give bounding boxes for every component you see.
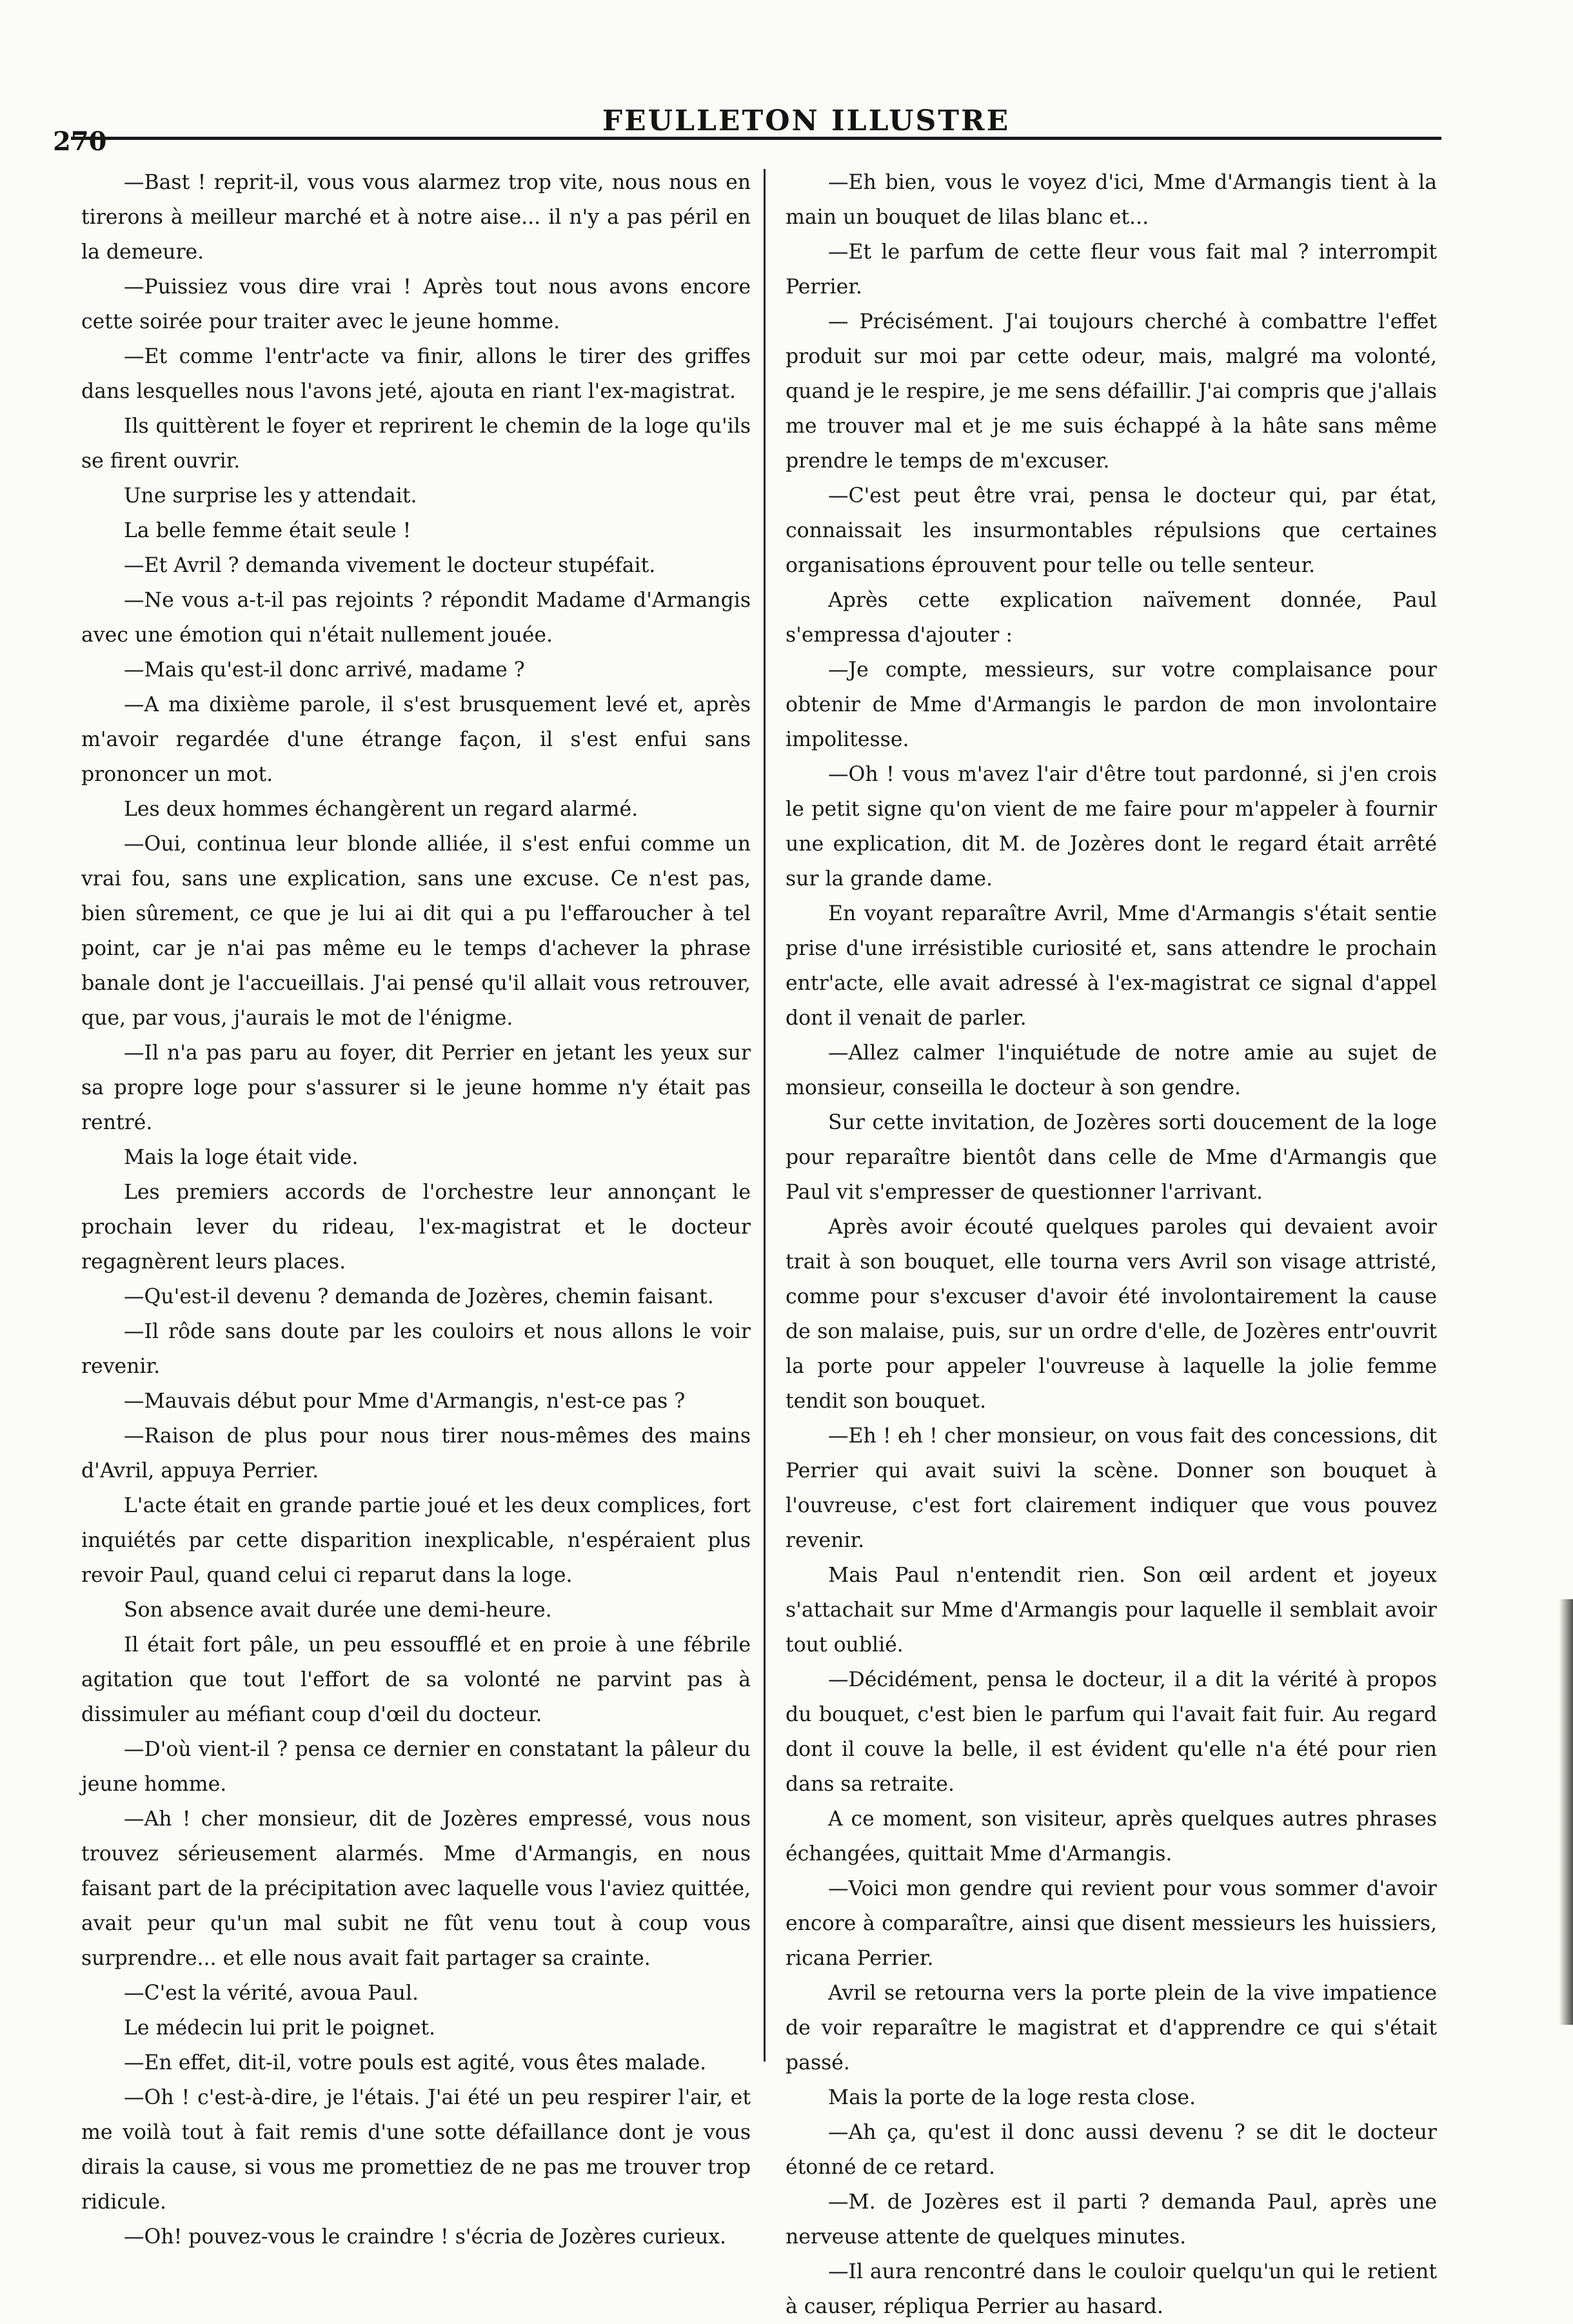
paragraph: —Oh ! c'est-à-dire, je l'étais. J'ai été un peu respirer l'air, et me voilà tout à fait remis d'une sotte défaillance dont je vous dirais la cause, si vous me promettiez de ne pas me trouver trop ridicule. [81, 2086, 751, 2214]
paragraph: L'acte était en grande partie joué et les deux complices, fort inquiétés par cette disparition inexplicable, n'espéraient plus revoir Paul, quand celui ci reparut dans la loge. [81, 1494, 751, 1587]
paragraph: Le médecin lui prit le poignet. [124, 2016, 436, 2040]
paragraph: Mais la loge était vide. [124, 1146, 359, 1169]
paragraph: Après cette explication naïvement donnée, Paul s'empressa d'ajouter : [786, 589, 1437, 647]
paragraph: —Et le parfum de cette fleur vous fait mal ? interrompit Perrier. [786, 241, 1437, 299]
paragraph: —Qu'est-il devenu ? demanda de Jozères, chemin faisant. [124, 1285, 714, 1308]
running-title: FEULLETON ILLUSTRE [602, 104, 1011, 137]
column-divider [764, 169, 766, 2062]
paragraph: —Raison de plus pour nous tirer nous-mêmes des mains d'Avril, appuya Perrier. [81, 1424, 751, 1482]
paragraph: —Oui, continua leur blonde alliée, il s'est enfui comme un vrai fou, sans une explication, sans une excuse. Ce n'est pas, bien sûrement, ce que je lui ai dit qui a pu l'effaroucher à tel point, car je n'ai pas même eu le temps d'achever la phrase banale dont je l'accueillais. J'ai pensé qu'il allait vous retrouver, que, par vous, j'aurais le mot de l'énigme. [81, 832, 751, 1030]
paragraph: Mais la porte de la loge resta close. [828, 2086, 1196, 2109]
paragraph: —Eh ! eh ! cher monsieur, on vous fait des concessions, dit Perrier qui avait suivi la scène. Donner son bouquet à l'ouvreuse, c'est fort clairement indiquer que vous pouvez revenir. [786, 1424, 1437, 1552]
right-column [786, 165, 1437, 2318]
paragraph: —C'est la vérité, avoua Paul. [124, 1982, 419, 2005]
paragraph: Ils quittèrent le foyer et reprirent le chemin de la loge qu'ils se firent ouvrir. [81, 415, 751, 473]
paragraph: Une surprise les y attendait. [124, 484, 417, 507]
paragraph: —A ma dixième parole, il s'est brusquement levé et, après m'avoir regardée d'une étrange façon, il s'est enfui sans prononcer un mot. [81, 693, 751, 786]
paragraph: —D'où vient-il ? pensa ce dernier en constatant la pâleur du jeune homme. [81, 1738, 751, 1796]
paragraph: —Il rôde sans doute par les couloirs et nous allons le voir revenir. [81, 1320, 751, 1378]
header-rule [71, 137, 1441, 140]
paragraph: —Allez calmer l'inquiétude de notre amie au sujet de monsieur, conseilla le docteur à son gendre. [786, 1041, 1437, 1099]
paragraph: —Je compte, messieurs, sur votre complaisance pour obtenir de Mme d'Armangis le pardon de mon involontaire impolitesse. [786, 658, 1437, 751]
paragraph: Mais Paul n'entendit rien. Son œil ardent et joyeux s'attachait sur Mme d'Armangis pour laquelle il semblait avoir tout oublié. [786, 1564, 1437, 1657]
page-number: 270 [53, 126, 107, 157]
paragraph: —Eh bien, vous le voyez d'ici, Mme d'Armangis tient à la main un bouquet de lilas blanc et... [786, 171, 1437, 229]
paragraph: Il était fort pâle, un peu essoufflé et en proie à une fébrile agitation que tout l'effort de sa volonté ne parvint pas à dissimuler au méfiant coup d'œil du docteur. [81, 1633, 751, 1726]
paragraph: —Il n'a pas paru au foyer, dit Perrier en jetant les yeux sur sa propre loge pour s'assurer si le jeune homme n'y était pas rentré. [81, 1041, 751, 1134]
paragraph: — Précisément. J'ai toujours cherché à combattre l'effet produit sur moi par cette odeur, mais, malgré ma volonté, quand je le respire, je me sens défaillir. J'ai compris que j'allais me trouver mal et je me suis échappé à la hâte sans même prendre le temps de m'excuser. [786, 310, 1437, 473]
paragraph: En voyant reparaître Avril, Mme d'Armangis s'était sentie prise d'une irrésistible curiosité et, sans attendre le prochain entr'acte, elle avait adressé à l'ex-magistrat ce signal d'appel dont il venait de parler. [786, 902, 1437, 1030]
paragraph: Avril se retourna vers la porte plein de la vive impatience de voir reparaître le magistrat et d'apprendre ce qui s'était passé. [786, 1982, 1437, 2074]
paragraph: Les deux hommes échangèrent un regard alarmé. [124, 798, 638, 821]
paragraph: Son absence avait durée une demi-heure. [124, 1599, 552, 1622]
scan-edge-shadow [1559, 1599, 1573, 2025]
paragraph: —Et Avril ? demanda vivement le docteur stupéfait. [124, 554, 656, 577]
paragraph: —M. de Jozères est il parti ? demanda Paul, après une nerveuse attente de quelques minutes. [786, 2191, 1437, 2249]
paragraph: —Ne vous a-t-il pas rejoints ? répondit Madame d'Armangis avec une émotion qui n'était nullement jouée. [81, 589, 751, 647]
paragraph: —Voici mon gendre qui revient pour vous sommer d'avoir encore à comparaître, ainsi que disent messieurs les huissiers, ricana Perrier. [786, 1877, 1437, 1970]
paragraph: Après avoir écouté quelques paroles qui devaient avoir trait à son bouquet, elle tourna vers Avril son visage attristé, comme pour s'excuser d'avoir été involontairement la cause de son malaise, puis, sur un ordre d'elle, de Jozères entr'ouvrit la porte pour appeler l'ouvreuse à laquelle la jolie femme tendit son bouquet. [786, 1216, 1437, 1413]
paragraph: Sur cette invitation, de Jozères sorti doucement de la loge pour reparaître bientôt dans celle de Mme d'Armangis que Paul vit s'empresser de questionner l'arrivant. [786, 1111, 1437, 1204]
paragraph: —Puissiez vous dire vrai ! Après tout nous avons encore cette soirée pour traiter avec le jeune homme. [81, 275, 751, 333]
paragraph: La belle femme était seule ! [124, 519, 411, 542]
left-column [81, 165, 751, 2249]
paragraph: —Oh ! vous m'avez l'air d'être tout pardonné, si j'en crois le petit signe qu'on vient de me faire pour m'appeler à fournir une explication, dit M. de Jozères dont le regard était arrêté sur la grande dame. [786, 763, 1437, 891]
paragraph: —Décidément, pensa le docteur, il a dit la vérité à propos du bouquet, c'est bien le parfum qui l'avait fait fuir. Au regard dont il couve la belle, il est évident qu'elle n'a été pour rien dans sa retraite. [786, 1668, 1437, 1796]
paragraph: —Bast ! reprit-il, vous vous alarmez trop vite, nous nous en tirerons à meilleur marché et à notre aise... il n'y a pas péril en la demeure. [81, 171, 751, 264]
paragraph: —Il aura rencontré dans le couloir quelqu'un qui le retient à causer, répliqua Perrier au hasard. [786, 2260, 1437, 2318]
paragraph: Les premiers accords de l'orchestre leur annonçant le prochain lever du rideau, l'ex-magistrat et le docteur regagnèrent leurs places. [81, 1181, 751, 1274]
paragraph: —Mais qu'est-il donc arrivé, madame ? [124, 658, 525, 682]
paragraph: —Oh! pouvez-vous le craindre ! s'écria de Jozères curieux. [124, 2225, 727, 2249]
paragraph: —Et comme l'entr'acte va finir, allons le tirer des griffes dans lesquelles nous l'avons jeté, ajouta en riant l'ex-magistrat. [81, 345, 751, 403]
paragraph: —En effet, dit-il, votre pouls est agité, vous êtes malade. [124, 2051, 707, 2074]
paragraph: A ce moment, son visiteur, après quelques autres phrases échangées, quittait Mme d'Armangis. [786, 1807, 1437, 1866]
paragraph: —Ah ça, qu'est il donc aussi devenu ? se dit le docteur étonné de ce retard. [786, 2121, 1437, 2179]
paragraph: —Mauvais début pour Mme d'Armangis, n'est-ce pas ? [124, 1390, 686, 1413]
paragraph: —C'est peut être vrai, pensa le docteur qui, par état, connaissait les insurmontables répulsions que certaines organisations éprouvent pour telle ou telle senteur. [786, 484, 1437, 577]
paragraph: —Ah ! cher monsieur, dit de Jozères empressé, vous nous trouvez sérieusement alarmés. Mme d'Armangis, en nous faisant part de la précipitation avec laquelle vous l'aviez quittée, avait peur qu'un mal subit ne fût venu tout à coup vous surprendre... et elle nous avait fait partager sa crainte. [81, 1807, 751, 1970]
